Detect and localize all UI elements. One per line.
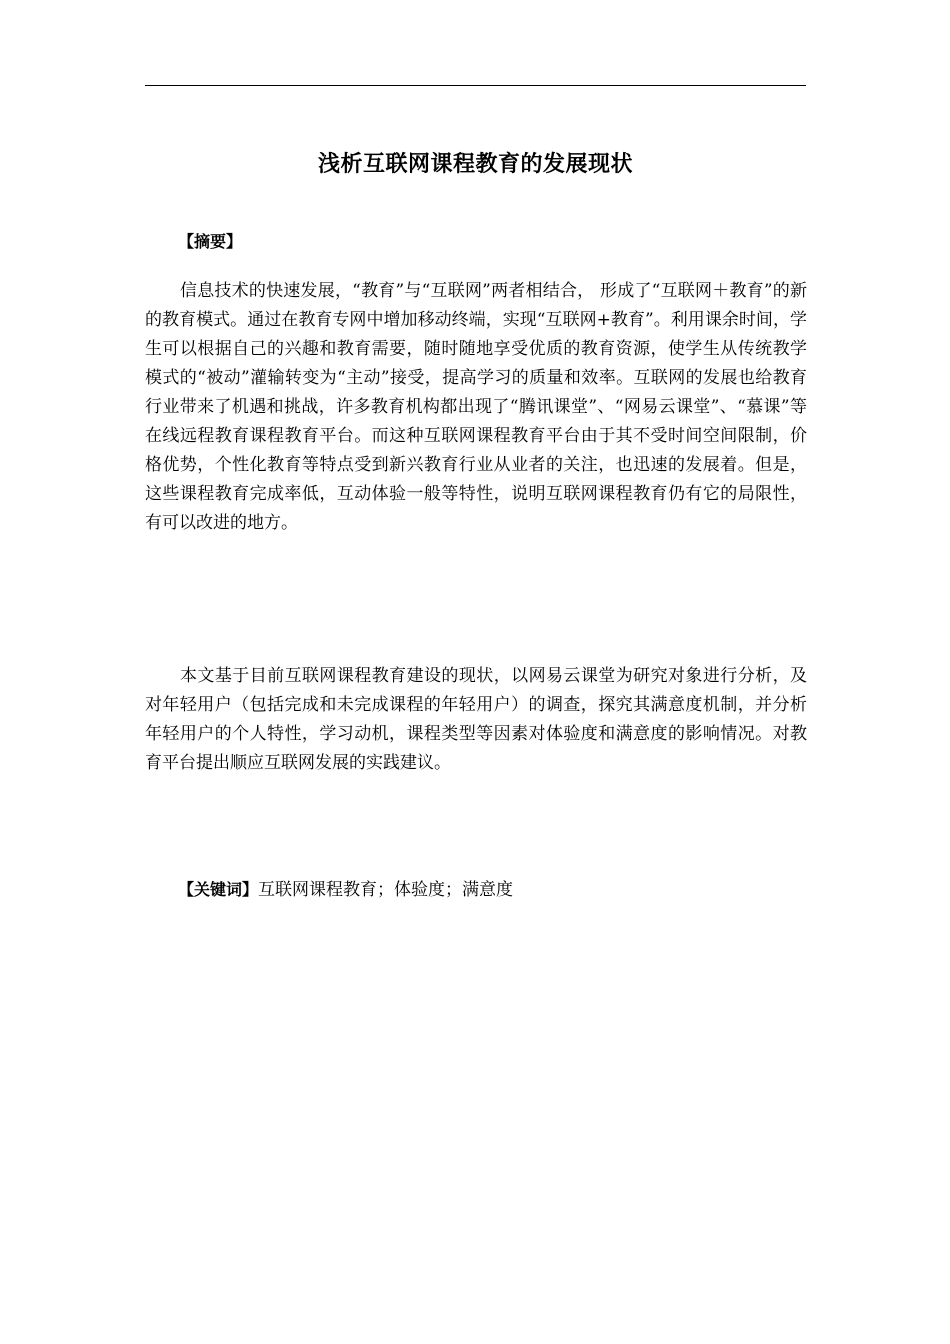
abstract-paragraph-1: 信息技术的快速发展，“教育”与“互联网”两者相结合， 形成了“互联网＋教育”的新的教育模式。通过在教育专网中增加移动终端，实现“互联网+教育”。利用课余时间，学生可以根据自己的兴趣和教育需要，随时随地享受优质的教育资源，使学生从传统教学模式的“被动”灌输转变为“主动”接受，提高学习的质量和效率。互联网的发展也给教育行业带来了机遇和挑战，许多教育机构都出现了“腾讯课堂”、“网易云课堂”、“慕课”等在线远程教育课程教育平台。而这种互联网课程教育平台由于其不受时间空间限制，价格优势，个性化教育等特点受到新兴教育行业从业者的关注，也迅速的发展着。但是，这些课程教育完成率低，互动体验一般等特性，说明互联网课程教育仍有它的局限性，有可以改进的地方。 [145, 281, 807, 533]
abstract-paragraph-2: 本文基于目前互联网课程教育建设的现状，以网易云课堂为研究对象进行分析，及对年轻用户（包括完成和未完成课程的年轻用户）的调查，探究其满意度机制，并分析年轻用户的个人特性，学习动机，课程类型等因素对体验度和满意度的影响情况。对教育平台提出顺应互联网发展的实践建议。 [145, 666, 807, 773]
keywords-text: 互联网课程教育；体验度；满意度 [258, 880, 514, 900]
keywords-label: 【关键词】 [178, 880, 259, 899]
header-rule [145, 85, 806, 86]
keywords-line [178, 877, 513, 903]
document-title: 浅析互联网课程教育的发展现状 [317, 152, 633, 177]
abstract-heading: 【摘要】 [178, 232, 243, 251]
